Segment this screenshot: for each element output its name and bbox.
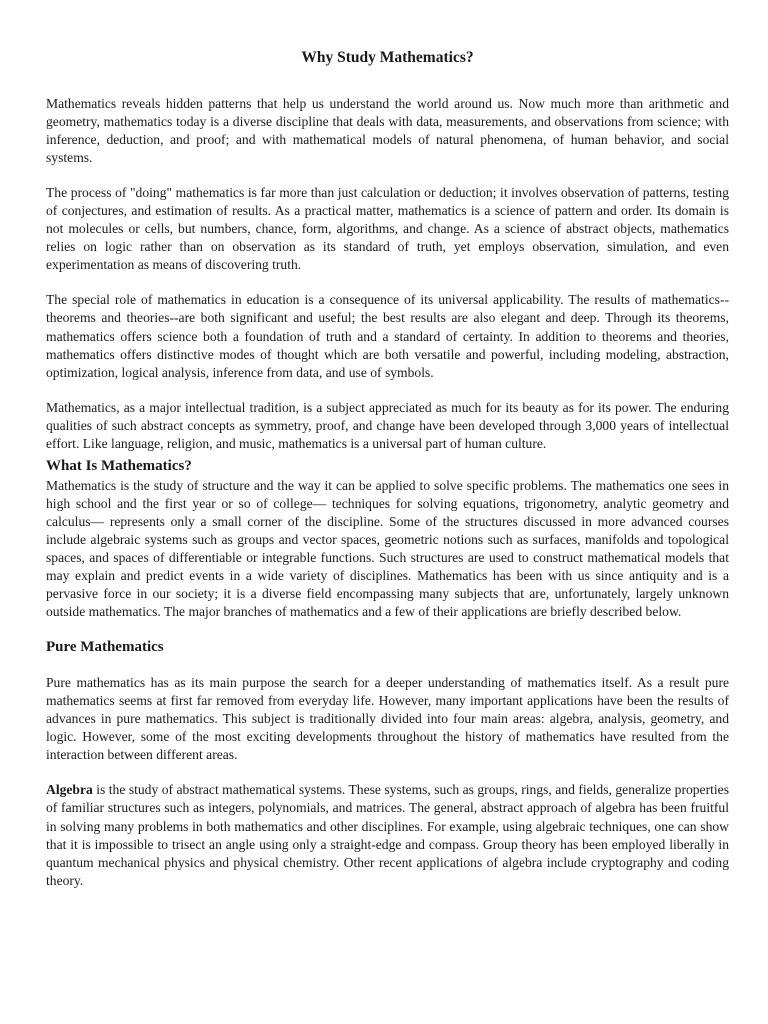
page-title: Why Study Mathematics? xyxy=(301,49,474,66)
intro-paragraph-1: Mathematics reveals hidden patterns that help us understand the world around us. Now much more than arithmetic and geometry, mathematics today is a diverse discipline that deals with data, measurements, and observations from science; with inference, deduction, and proof; and with mathematical models of natural phenomena, of human behavior, and social systems. xyxy=(46,96,729,166)
section-heading-pure-mathematics: Pure Mathematics xyxy=(46,639,164,656)
algebra-description: is the study of abstract mathematical systems. These systems, such as groups, rings, and fields, generalize properties of familiar structures such as integers, polynomials, and matrices. The general, abstract approach of algebra has been fruitful in solving many problems in both mathematics and other disciplines. For example, using algebraic techniques, one can show that it is impossible to trisect an angle using only a straight-edge and compass. Group theory has been employed liberally in quantum mechanical physics and physical chemistry. Other recent applications of algebra include cryptography and coding theory. xyxy=(46,782,729,888)
document-page xyxy=(46,48,729,890)
section-heading-what-is-mathematics: What Is Mathematics? xyxy=(46,457,192,474)
intro-paragraph-2: The process of "doing" mathematics is far more than just calculation or deduction; it involves observation of patterns, testing of conjectures, and estimation of results. As a practical matter, mathematics is a science of pattern and order. Its domain is not molecules or cells, but numbers, chance, form, algorithms, and change. As a science of abstract objects, mathematics relies on logic rather than on observation as its standard of truth, yet employs observation, simulation, and even experimentation as means of discovering truth. xyxy=(46,185,729,273)
pure-mathematics-paragraph: Pure mathematics has as its main purpose the search for a deeper understanding of mathematics itself. As a result pure mathematics seems at first far removed from everyday life. However, many important applications have been the results of advances in pure mathematics. This subject is traditionally divided into four main areas: algebra, analysis, geometry, and logic. However, some of the most exciting developments throughout the history of mathematics have resulted from the interaction between different areas. xyxy=(46,675,729,763)
intro-paragraph-4: Mathematics, as a major intellectual tradition, is a subject appreciated as much for its beauty as for its power. The enduring qualities of such abstract concepts as symmetry, proof, and change have been developed through 3,000 years of intellectual effort. Like language, religion, and music, mathematics is a universal part of human culture. xyxy=(46,399,729,451)
what-is-mathematics-paragraph: Mathematics is the study of structure and the way it can be applied to solve specific problems. The mathematics one sees in high school and the first year or so of college— techniques for solving equations, trigonometry, analytic geometry and calculus— represents only a small corner of the discipline. Some of the structures discussed in more advanced courses include algebraic systems such as groups and vector spaces, geometric notions such as surfaces, manifolds and topological spaces, and spaces of differentiable or integrable functions. Such structures are used to construct mathematical models that may explain and predict events in a wide variety of disciplines. Mathematics has been with us since antiquity and is a pervasive force in our society; it is a diverse field encompassing many subjects that are, unfortunately, largely unknown outside mathematics. The major branches of mathematics and a few of their applications are briefly described below. xyxy=(46,477,729,620)
algebra-paragraph xyxy=(46,781,729,889)
intro-paragraph-3: The special role of mathematics in education is a consequence of its universal applicability. The results of mathematics--theorems and theories--are both significant and useful; the best results are also elegant and deep. Through its theorems, mathematics offers science both a foundation of truth and a standard of certainty. In addition to theorems and theories, mathematics offers distinctive modes of thought which are both versatile and powerful, including modeling, abstraction, optimization, logical analysis, inference from data, and use of symbols. xyxy=(46,292,729,380)
algebra-term: Algebra xyxy=(46,782,93,798)
